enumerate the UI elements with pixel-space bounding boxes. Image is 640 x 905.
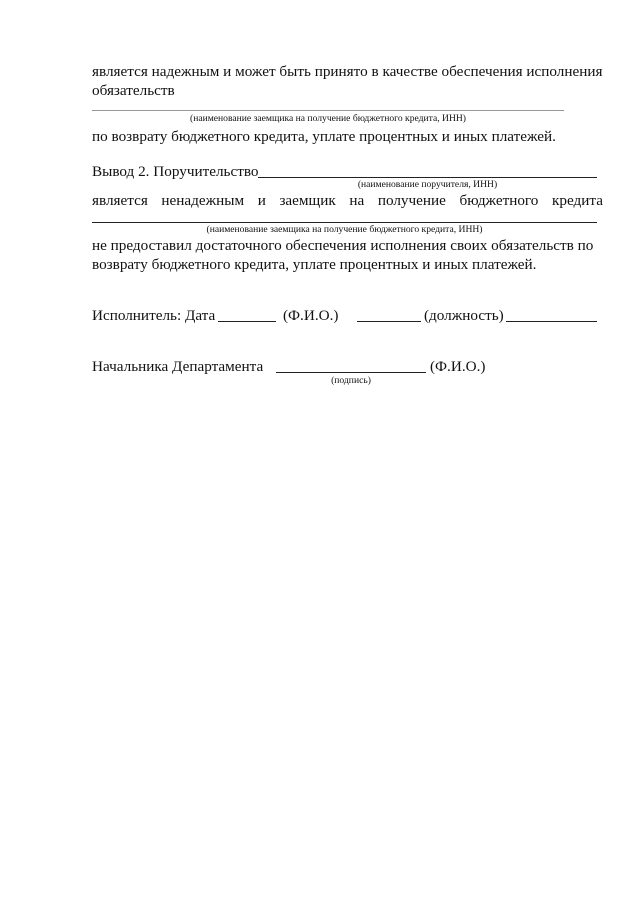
caption-borrower-2: (наименование заемщика на получение бюджетного кредита, ИНН) xyxy=(206,224,483,235)
fio-fill-line xyxy=(357,321,421,322)
executor-date-label: Исполнитель: Дата xyxy=(92,307,216,324)
position-label: (должность) xyxy=(424,307,504,324)
signature-fill-line xyxy=(276,372,426,373)
executor-fio-label: (Ф.И.О.) xyxy=(283,307,339,324)
word: является xyxy=(92,192,148,209)
word: кредита xyxy=(552,192,603,209)
position-fill-line xyxy=(506,321,597,322)
paragraph-2-line-1 xyxy=(92,193,603,208)
head-fio-label: (Ф.И.О.) xyxy=(430,358,486,375)
word: получение xyxy=(377,192,446,209)
caption-signature: (подпись) xyxy=(331,375,371,386)
caption-borrower-1: (наименование заемщика на получение бюджетного кредита, ИНН) xyxy=(190,113,466,124)
guarantor-fill-line xyxy=(258,177,597,178)
paragraph-1-line-2: обязательств xyxy=(92,82,175,99)
paragraph-2-line-2: не предоставил достаточного обеспечения исполнения своих обязательств по xyxy=(92,237,594,254)
head-of-department-label: Начальника Департамента xyxy=(92,358,264,375)
caption-guarantor: (наименование поручителя, ИНН) xyxy=(357,179,498,190)
conclusion-2-label: Вывод 2. Поручительство xyxy=(92,163,259,180)
paragraph-1-line-1: является надежным и может быть принято в качестве обеспечения исполнения xyxy=(92,63,603,80)
word: бюджетного xyxy=(459,192,539,209)
borrower-fill-line-2 xyxy=(92,222,597,223)
word: и xyxy=(257,192,266,209)
word: заемщик xyxy=(279,192,336,209)
paragraph-2-line-3: возврату бюджетного кредита, уплате процентных и иных платежей. xyxy=(92,256,537,273)
borrower-fill-line-1 xyxy=(92,110,564,111)
word: на xyxy=(349,192,365,209)
paragraph-1-line-3: по возврату бюджетного кредита, уплате процентных и иных платежей. xyxy=(92,128,556,145)
date-fill-line xyxy=(218,321,276,322)
word: ненадежным xyxy=(161,192,245,209)
